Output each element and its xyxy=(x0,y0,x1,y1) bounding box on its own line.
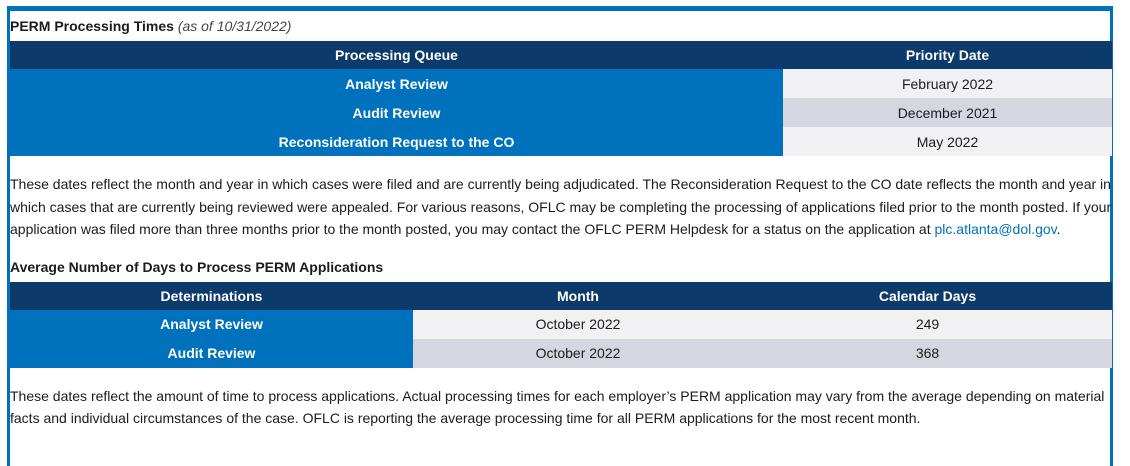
queue-name: Reconsideration Request to the CO xyxy=(10,127,783,156)
processing-note-end: . xyxy=(1056,221,1061,237)
processing-note-text: These dates reflect the month and year in which cases were filed and are currently being adjudicated. The Reconsideration Request to the CO date reflects the month and year in which cases that are currently being reviewed were appealed. For various reasons, OFLC may be completing the processing of applications filed prior to the month posted. If your application was filed more than three months prior to the month posted, you may contact the OFLC PERM Helpdesk for a status on the application at xyxy=(10,176,1112,237)
calendar-days-value: 368 xyxy=(743,339,1112,368)
queue-name: Audit Review xyxy=(10,98,783,127)
determination-name: Audit Review xyxy=(10,339,413,368)
priority-date: December 2021 xyxy=(783,98,1112,127)
average-days-note: These dates reflect the amount of time to process applications. Actual processing times for each employer’s PERM application may vary from the average depending on material facts and individual circumstances of the case. OFLC is reporting the average processing time for all PERM applications for the most recent month. xyxy=(10,387,1105,426)
perm-processing-heading: PERM Processing Times xyxy=(10,18,174,34)
table-header-row xyxy=(10,41,1112,69)
determinations-header: Determinations xyxy=(10,282,413,310)
average-days-table xyxy=(10,282,1112,368)
helpdesk-email-link[interactable]: plc.atlanta@dol.gov xyxy=(934,221,1057,237)
month-value: October 2022 xyxy=(413,310,743,339)
as-of-date: (as of 10/31/2022) xyxy=(177,18,292,34)
perm-processing-title xyxy=(10,11,1112,41)
processing-queue-header: Processing Queue xyxy=(10,41,783,69)
queue-name: Analyst Review xyxy=(10,69,783,98)
processing-queue-table xyxy=(10,41,1112,156)
table-header-row xyxy=(10,282,1112,310)
determination-name: Analyst Review xyxy=(10,310,413,339)
priority-date: February 2022 xyxy=(783,69,1112,98)
processing-note xyxy=(10,173,1112,241)
processing-times-content xyxy=(10,11,1112,430)
table-row xyxy=(10,339,1112,368)
table-row xyxy=(10,127,1112,156)
table-row xyxy=(10,310,1112,339)
average-days-title: Average Number of Days to Process PERM Applications xyxy=(10,258,384,275)
priority-date: May 2022 xyxy=(783,127,1112,156)
month-value: October 2022 xyxy=(413,339,743,368)
priority-date-header: Priority Date xyxy=(783,41,1112,69)
month-header: Month xyxy=(413,282,743,310)
table-row xyxy=(10,69,1112,98)
calendar-days-value: 249 xyxy=(743,310,1112,339)
calendar-days-header: Calendar Days xyxy=(743,282,1112,310)
table-row xyxy=(10,98,1112,127)
